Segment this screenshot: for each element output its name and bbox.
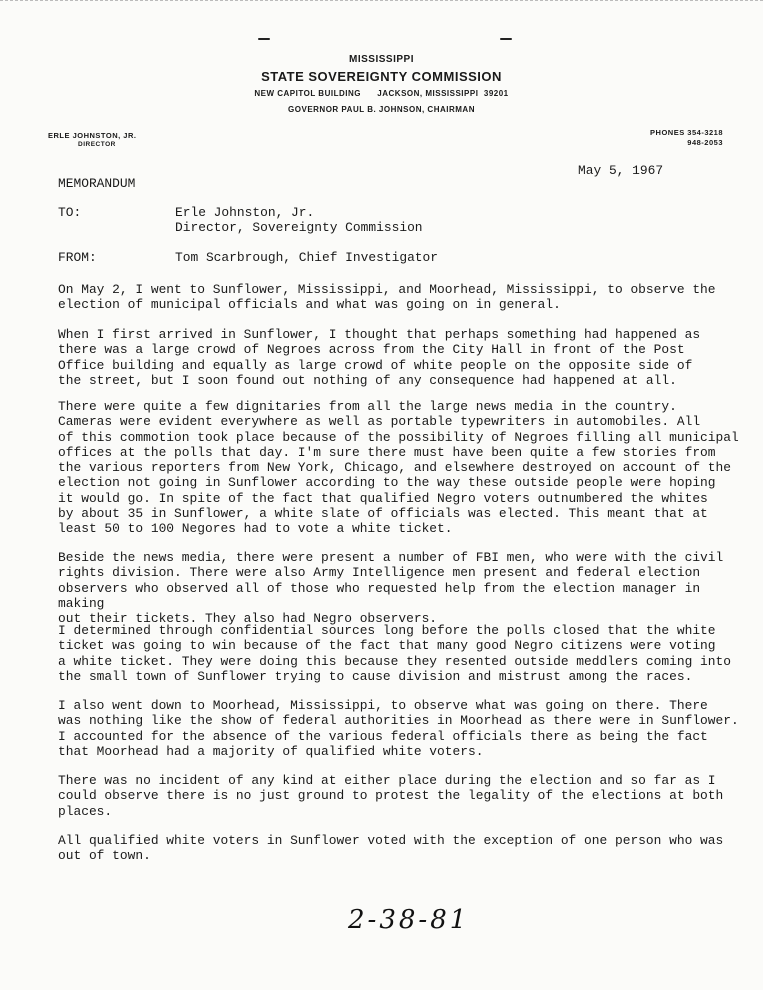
paragraph-5: I determined through confidential sources long before the polls closed that the white ticket was going to win because of the fact that many good Negro citizens were voting a white ticket. They were doing this because they resented outside meddlers coming into the small town of Sunflower trying to cause division and mistrust among the races. — [58, 623, 732, 684]
letterhead-address: NEW CAPITOL BUILDING JACKSON, MISSISSIPPI 39201 — [254, 89, 509, 98]
paragraph-8: All qualified white voters in Sunflower voted with the exception of one person who was out of town. — [58, 833, 724, 864]
paragraph-1: On May 2, I went to Sunflower, Mississippi, and Moorhead, Mississippi, to observe the election of municipal officials and what was going on in general. — [58, 282, 716, 313]
registration-mark — [258, 38, 270, 40]
director-name: ERLE JOHNSTON, JR. — [48, 131, 137, 140]
director-title: DIRECTOR — [78, 141, 116, 148]
to-title: Director, Sovereignty Commission — [175, 220, 423, 235]
registration-mark — [500, 38, 512, 40]
letterhead-governor: GOVERNOR PAUL B. JOHNSON, CHAIRMAN — [288, 105, 475, 114]
from-value: Tom Scarbrough, Chief Investigator — [175, 250, 439, 265]
letterhead-commission: STATE SOVEREIGNTY COMMISSION — [261, 69, 502, 84]
handwritten-file-number: 2-38-81 — [348, 905, 470, 935]
memo-date: May 5, 1967 — [578, 163, 664, 178]
paragraph-3: There were quite a few dignitaries from all the large news media in the country. Cameras were evident everywhere as well as portable typewriters in automobiles. All of this commotion took place because of the possibility of Negroes filling all municipal offices at the polls that day. I'm sure there must have been quite a few stories from the various reporters from New York, Chicago, and elsewhere destroyed on account of the election not going in Sunflower according to the way these outside people were hoping it would go. In spite of the fact that qualified Negro voters outnumbered the whites by about 35 in Sunflower, a white slate of officials was elected. This meant that at least 50 to 100 Negores had to vote a white ticket. — [58, 399, 739, 537]
phones-second: 948-2053 — [687, 138, 723, 147]
from-label: FROM: — [58, 250, 97, 265]
paragraph-2: When I first arrived in Sunflower, I thought that perhaps something had happened as there was a large crowd of Negroes across from the City Hall in front of the Post Office building and equally as large crowd of white people on the opposite side of the street, but I soon found out nothing of any consequence had happened at all. — [58, 327, 701, 388]
to-name: Erle Johnston, Jr. — [175, 205, 315, 220]
top-border — [0, 0, 763, 4]
phones-label: PHONES 354-3218 — [650, 128, 723, 137]
memo-heading: MEMORANDUM — [58, 176, 136, 191]
paragraph-4: Beside the news media, there were present a number of FBI men, who were with the civil rights division. There were also Army Intelligence men present and federal election observers who observed all of those who requested help from the election manager in making out their tickets. They also had Negro observers. — [58, 550, 724, 627]
to-label: TO: — [58, 205, 82, 220]
paragraph-7: There was no incident of any kind at either place during the election and so far as I could observe there is no just ground to protest the legality of the elections at both places. — [58, 773, 724, 819]
letterhead-state: MISSISSIPPI — [349, 54, 414, 65]
paragraph-6: I also went down to Moorhead, Mississippi, to observe what was going on there. There was nothing like the show of federal authorities in Moorhead as there were in Sunflower. I accounted for the absence of the various federal officials there as being the fact that Moorhead had a majority of qualified white voters. — [58, 698, 739, 759]
